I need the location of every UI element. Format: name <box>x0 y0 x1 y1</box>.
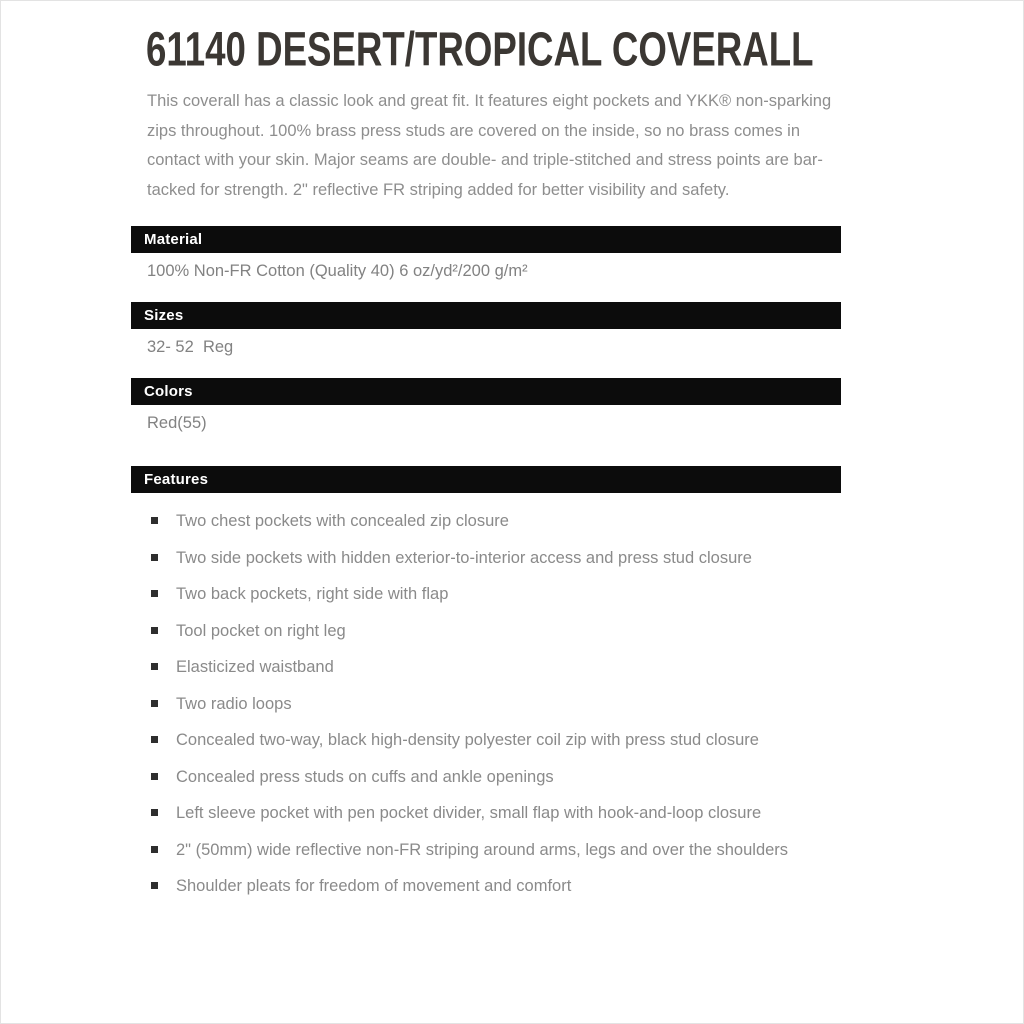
bullet-square-icon <box>151 882 158 889</box>
page-title <box>131 21 843 76</box>
bullet-square-icon <box>151 736 158 743</box>
section-bar-sizes <box>131 302 841 329</box>
section-heading-colors: Colors <box>144 383 193 400</box>
feature-item <box>147 653 795 682</box>
bullet-square-icon <box>151 554 158 561</box>
feature-item <box>147 763 795 792</box>
feature-item <box>147 580 795 609</box>
feature-item <box>147 507 795 536</box>
bullet-square-icon <box>151 809 158 816</box>
colors-value: Red(55) <box>147 414 207 432</box>
section-heading-sizes: Sizes <box>144 307 184 324</box>
feature-text: Two chest pockets with concealed zip closure <box>176 512 509 530</box>
feature-text: Concealed press studs on cuffs and ankle openings <box>176 767 554 786</box>
material-value: 100% Non-FR Cotton (Quality 40) 6 oz/yd²/200 g/m² <box>147 262 528 280</box>
bullet-square-icon <box>151 517 158 524</box>
bullet-square-icon <box>151 627 158 634</box>
bullet-square-icon <box>151 846 158 853</box>
feature-text: Elasticized waistband <box>176 658 334 676</box>
bullet-square-icon <box>151 773 158 780</box>
feature-text: 2" (50mm) wide reflective non-FR striping around arms, legs and over the shoulders <box>176 840 789 859</box>
sizes-value: 32- 52 Reg <box>147 338 234 356</box>
section-heading-features: Features <box>144 471 209 488</box>
product-description: This coverall has a classic look and great fit. It features eight pockets and YKK® non-sparking zips throughout. 100% brass press studs are covered on the inside, so no brass comes in contact with your skin. Major seams are double- and triple-stitched and stress points are bar-tacked for strength. 2" reflective FR striping added for better visibility and safety. <box>147 92 832 199</box>
feature-text: Two back pockets, right side with flap <box>176 585 449 603</box>
page-title-text: 61140 DESERT/TROPICAL COVERALL <box>146 21 814 76</box>
product-page <box>131 1 843 929</box>
section-bar-material <box>131 226 841 253</box>
section-bar-features <box>131 466 841 493</box>
feature-item <box>147 726 795 755</box>
feature-item <box>147 836 795 865</box>
feature-item <box>147 690 795 719</box>
feature-text: Two side pockets with hidden exterior-to-interior access and press stud closure <box>176 548 752 567</box>
feature-text: Concealed two-way, black high-density polyester coil zip with press stud closure <box>176 731 759 749</box>
bullet-square-icon <box>151 663 158 670</box>
bullet-square-icon <box>151 700 158 707</box>
feature-item <box>147 799 795 828</box>
features-list <box>131 507 843 929</box>
feature-item <box>147 872 795 901</box>
feature-text: Shoulder pleats for freedom of movement and comfort <box>176 877 572 895</box>
section-heading-material: Material <box>144 231 203 248</box>
feature-item <box>147 617 795 646</box>
section-bar-colors <box>131 378 841 405</box>
feature-text: Tool pocket on right leg <box>176 621 346 640</box>
feature-text: Left sleeve pocket with pen pocket divider, small flap with hook-and-loop closure <box>176 804 762 822</box>
feature-item <box>147 544 795 573</box>
feature-text: Two radio loops <box>176 694 292 713</box>
bullet-square-icon <box>151 590 158 597</box>
